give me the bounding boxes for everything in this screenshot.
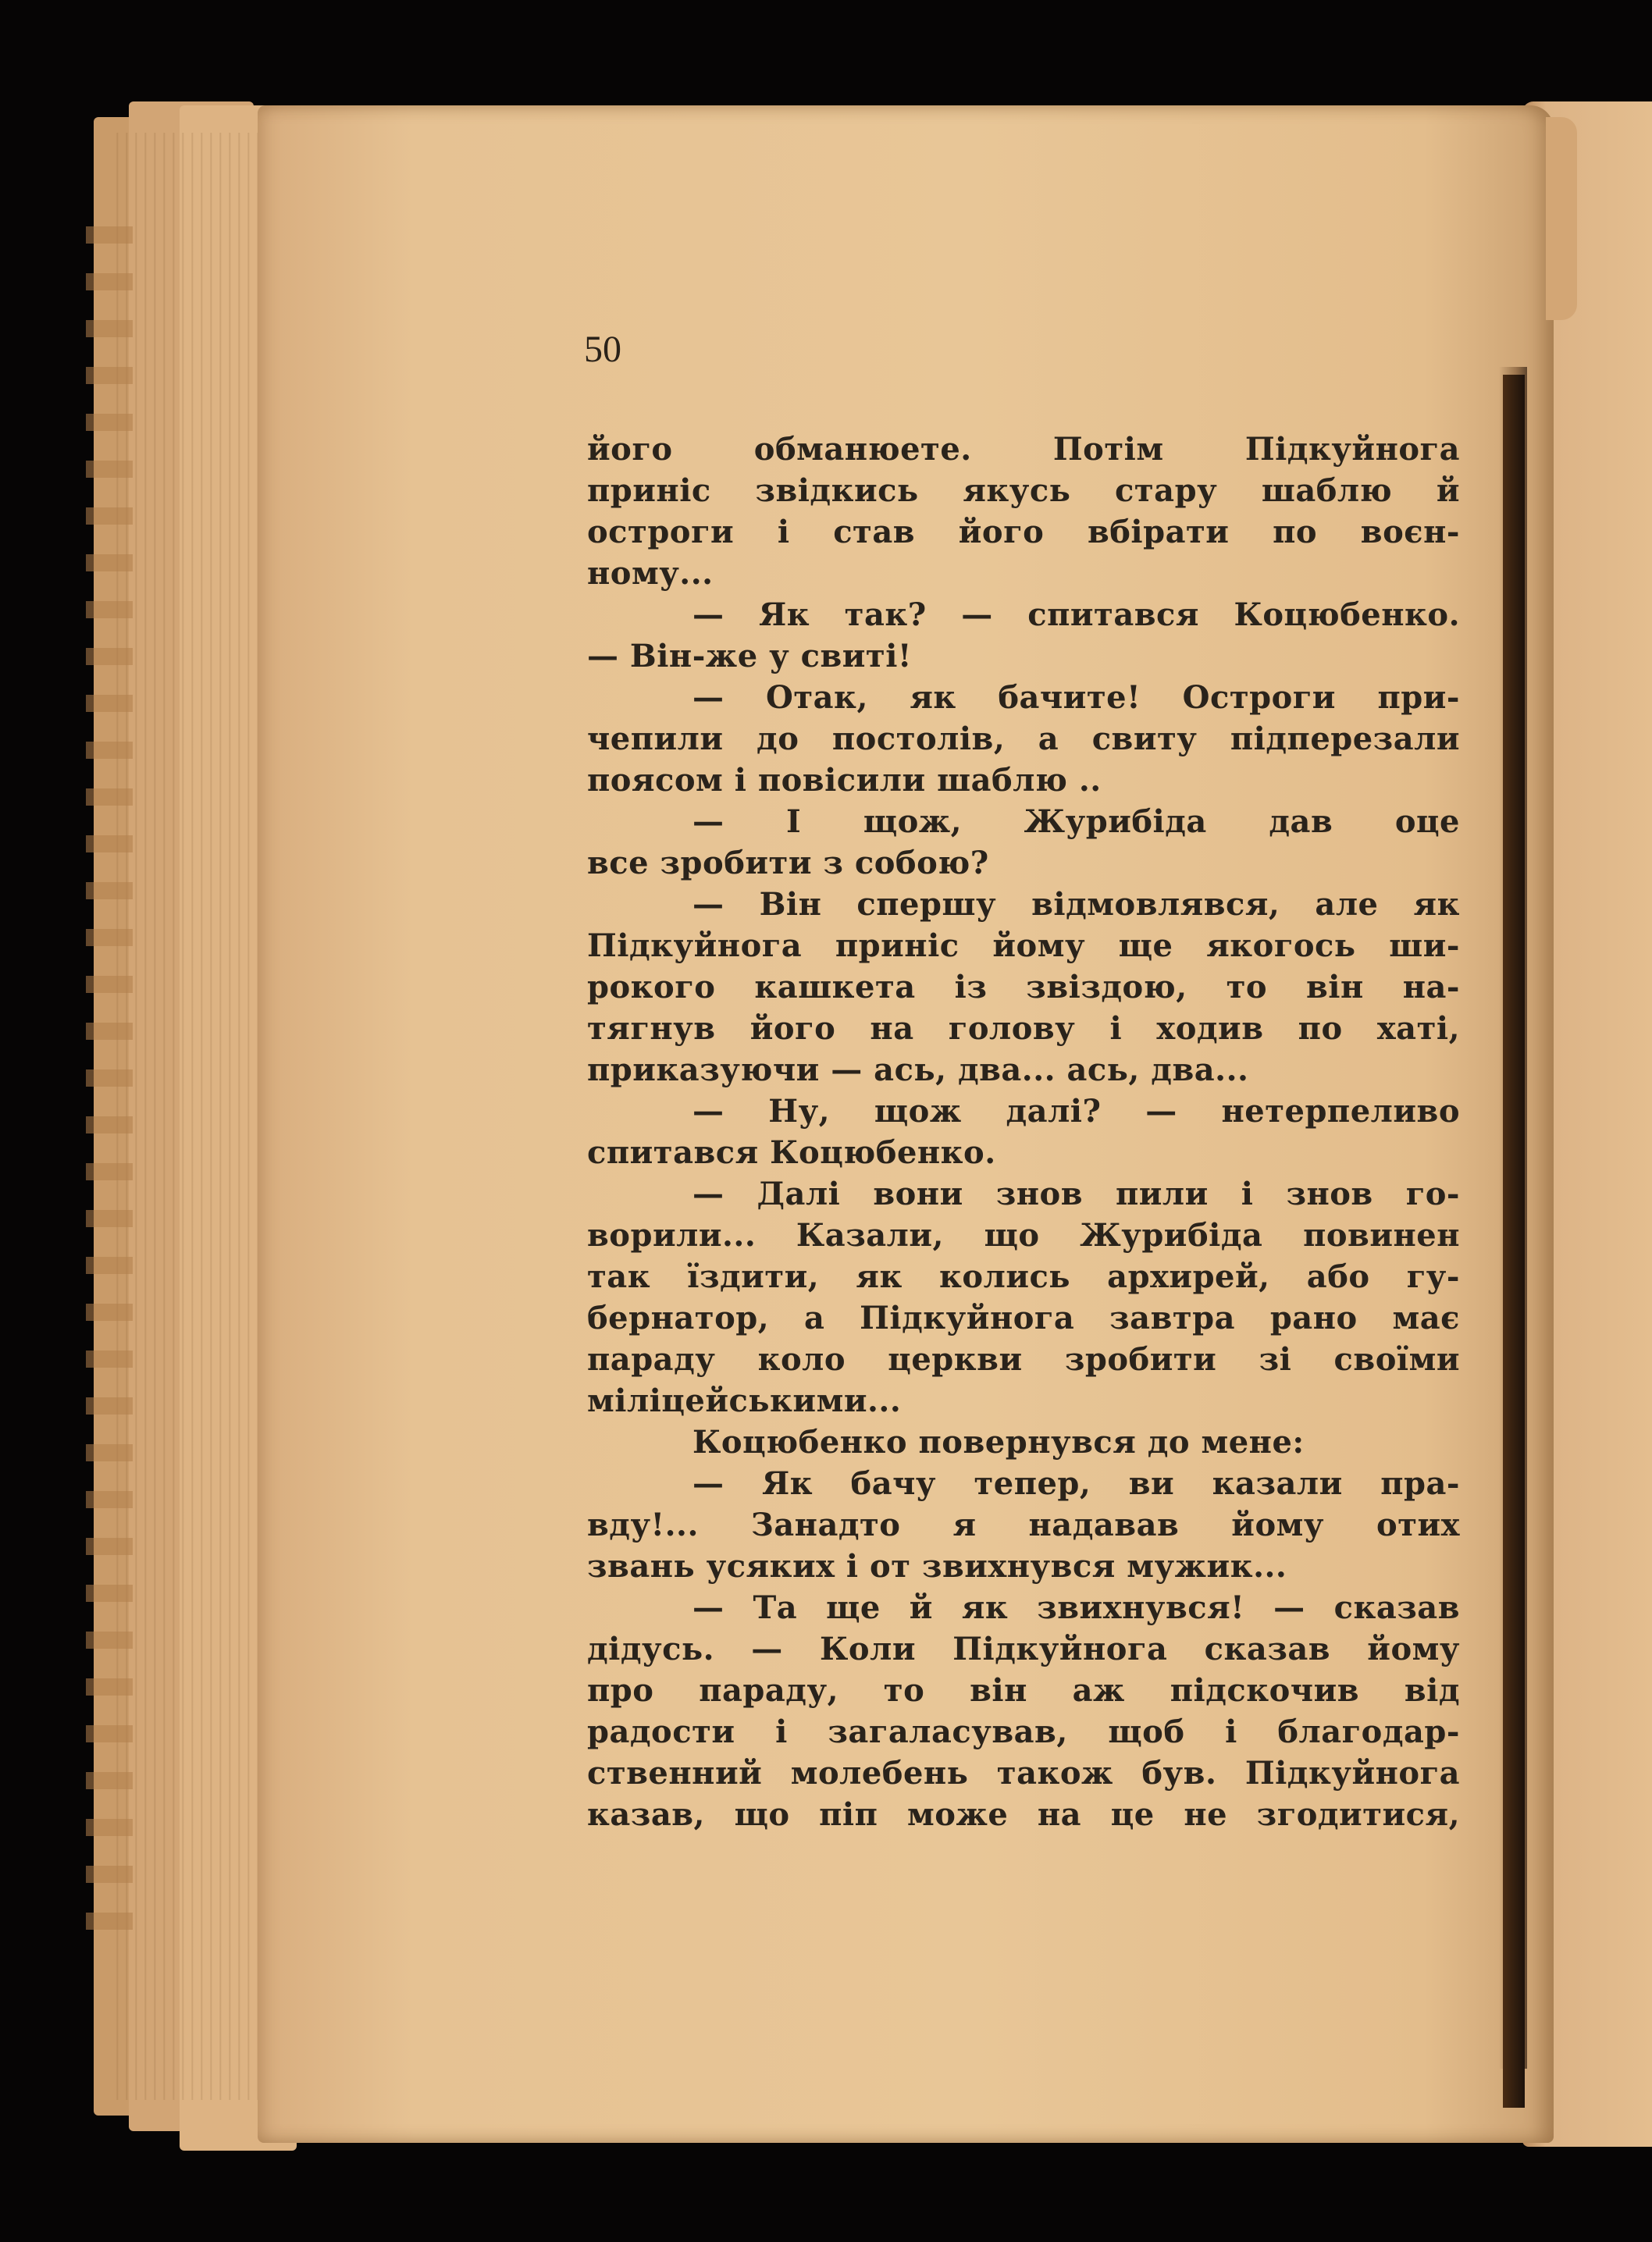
- text-line: тягнув його на голову і ходив по хаті,: [587, 1010, 1460, 1047]
- text-line: Підкуйнога приніс йому ще якогось ши-: [587, 927, 1460, 964]
- text-line: — Він-же у свиті!: [587, 638, 912, 674]
- text-line: вду!... Занадто я надавав йому отих: [587, 1507, 1460, 1543]
- body-text: [587, 429, 1460, 1835]
- text-line: дідусь. — Коли Підкуйнога сказав йому: [587, 1631, 1460, 1667]
- text-line: казав, що піп може на це не згодитися,: [587, 1796, 1460, 1833]
- text-line: ному...: [587, 555, 714, 592]
- text-line: — Далі вони знов пили і знов го-: [692, 1176, 1460, 1212]
- text-line: — Як бачу тепер, ви казали пра-: [692, 1465, 1460, 1502]
- text-line: радости і загаласував, щоб і благодар-: [587, 1714, 1460, 1750]
- text-line: так їздити, як колись архирей, або гу-: [587, 1258, 1460, 1295]
- text-line: — І щож, Журибіда дав оце: [692, 803, 1460, 840]
- text-line: — Та ще й як звихнувся! — сказав: [692, 1589, 1460, 1626]
- text-line: остроги і став його вбірати по воєн-: [587, 514, 1460, 550]
- text-line: бернатор, а Підкуйнога завтра рано має: [587, 1300, 1460, 1336]
- text-line: приказуючи — ась, два... ась, два...: [587, 1052, 1249, 1088]
- page-number: 50: [584, 329, 621, 370]
- text-line: спитався Коцюбенко.: [587, 1134, 996, 1171]
- text-line: ворили... Казали, що Журибіда повинен: [587, 1217, 1460, 1254]
- torn-edge: [86, 226, 133, 1944]
- text-line: його обманюете. Потім Підкуйнога: [587, 431, 1460, 468]
- text-line: звань усяких і от звихнувся мужик...: [587, 1548, 1287, 1585]
- text-line: рокого кашкета із звіздою, то він на-: [587, 969, 1460, 1005]
- book-spine: [1503, 375, 1525, 2108]
- text-line: міліцейськими...: [587, 1383, 902, 1419]
- text-line: приніс звідкись якусь стару шаблю й: [587, 472, 1460, 509]
- text-line: ственний молебень також був. Підкуйнога: [587, 1755, 1460, 1792]
- text-line: поясом і повісили шаблю ..: [587, 762, 1102, 799]
- text-line: чепили до постолів, а свиту підперезали: [587, 721, 1460, 757]
- text-line: все зробити з собою?: [587, 845, 989, 881]
- text-line: Коцюбенко повернувся до мене:: [692, 1424, 1305, 1461]
- text-line: — Ну, щож далі? — нетерпеливо: [692, 1093, 1460, 1130]
- text-line: параду коло церкви зробити зі своїми: [587, 1341, 1460, 1378]
- text-line: про параду, то він аж підскочив від: [587, 1672, 1460, 1709]
- text-line: — Як так? — спитався Коцюбенко.: [692, 596, 1460, 633]
- text-line: — Він спершу відмовлявся, але як: [692, 886, 1460, 923]
- text-line: — Отак, як бачите! Остроги при-: [692, 679, 1460, 716]
- page-corner: [1546, 117, 1577, 320]
